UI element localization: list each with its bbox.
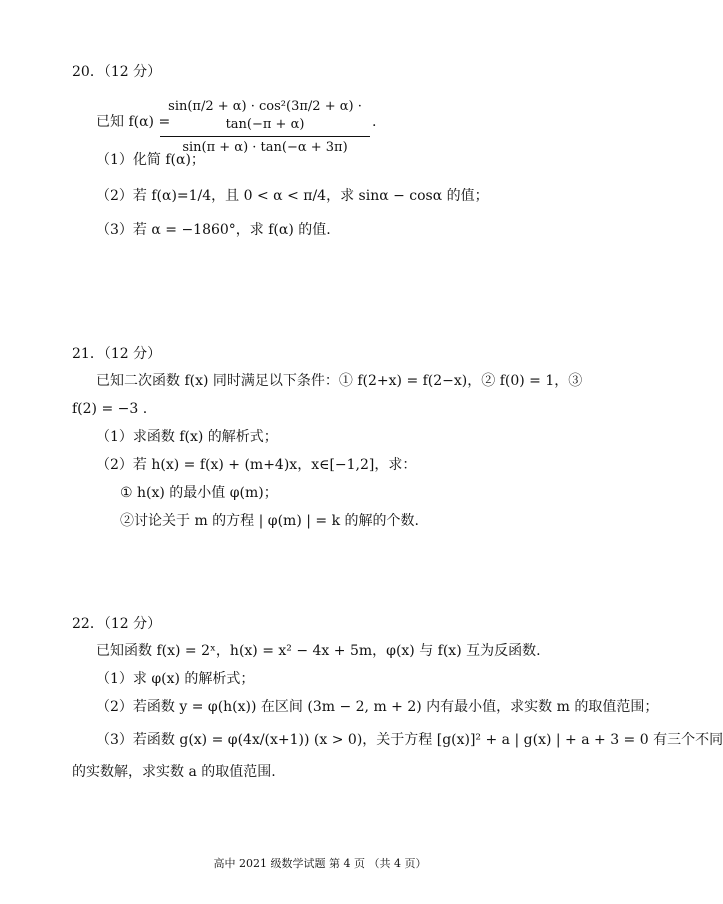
q20-given-suffix: . — [372, 114, 377, 130]
q20-part3: （3）若 α = −1860°，求 f(α) 的值. — [96, 222, 331, 238]
q22-header: 22．（12 分） — [72, 616, 162, 632]
q21-part1: （1）求函数 f(x) 的解析式； — [96, 429, 278, 445]
q21-part2a: ① h(x) 的最小值 φ(m)； — [120, 485, 278, 501]
page-footer: 高中 2021 级数学试题 第 4 页 （共 4 页） — [213, 857, 427, 870]
q22-part3: （3）若函数 g(x) = φ(4x/(x+1)) (x > 0)，关于方程 [g(x)]² + a | g(x) | + a + 3 = 0 有三个不同 — [96, 732, 723, 748]
q21-given-line2: f(2) = −3 . — [72, 401, 148, 417]
q20-header: 20．（12 分） — [72, 64, 162, 80]
q21-part2b: ②讨论关于 m 的方程 | φ(m) | = k 的解的个数. — [120, 513, 419, 529]
q20-part2: （2）若 f(α)=1/4，且 0 < α < π/4，求 sinα − cosα 的值； — [96, 188, 489, 204]
q20-numerator: sin(π/2 + α) · cos²(3π/2 + α) · tan(−π + α) — [168, 99, 362, 132]
q20-denominator: sin(π + α) · tan(−α + 3π) — [182, 140, 348, 155]
q22-part3-cont: 的实数解，求实数 a 的取值范围. — [72, 764, 276, 780]
q21-given-line1: 已知二次函数 f(x) 同时满足以下条件：① f(2+x) = f(2−x)，② f(0) = 1，③ — [96, 373, 583, 389]
q21-part2: （2）若 h(x) = f(x) + (m+4)x，x∈[−1,2]，求： — [96, 457, 417, 473]
q20-given-prefix: 已知 f(α) = — [96, 114, 171, 130]
q22-part2: （2）若函数 y = φ(h(x)) 在区间 (3m − 2, m + 2) 内有最小值，求实数 m 的取值范围； — [96, 699, 659, 715]
q20-fraction — [160, 98, 370, 157]
q22-given-line1: 已知函数 f(x) = 2ˣ，h(x) = x² − 4x + 5m，φ(x) 与 f(x) 互为反函数. — [96, 643, 541, 659]
q22-part1: （1）求 φ(x) 的解析式； — [96, 671, 255, 687]
q21-header: 21．（12 分） — [72, 346, 162, 362]
q20-part1: （1）化简 f(α)； — [96, 152, 205, 168]
fraction-bar — [160, 136, 370, 137]
